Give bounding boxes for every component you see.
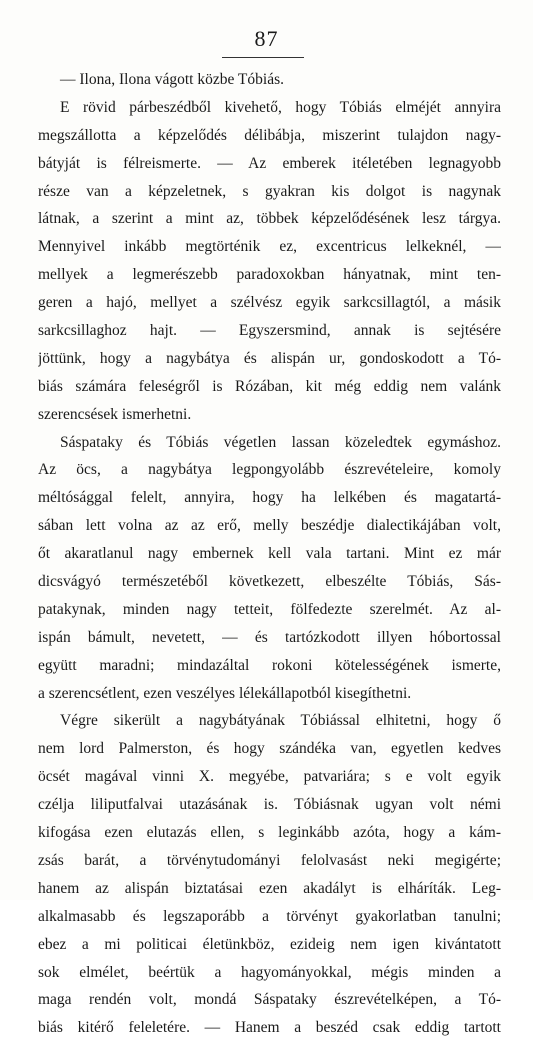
text-line: biás számára feleségről is Rózában, kit még eddig nem valánk bbox=[38, 377, 501, 395]
text-line: biás kitérő feleletére. — Hanem a beszéd csak eddig tartott bbox=[38, 1019, 501, 1037]
text-line: — Ilona, Ilona vágott közbe Tóbiás. bbox=[60, 71, 284, 88]
text-line: a szerencsétlent, ezen veszélyes lélekállapotból kisegíthetni. bbox=[38, 684, 412, 702]
text-line: dicsvágyó természetéből következett, elbeszélte Tóbiás, Sás- bbox=[38, 573, 501, 591]
text-line: E rövid párbeszédből kivehető, hogy Tóbiás elméjét annyira bbox=[60, 98, 501, 116]
text-line: sában lett volna az az erő, melly beszédje dialectikájában volt, bbox=[38, 517, 501, 535]
text-line: kifogása ezen elutazás ellen, s leginkább azóta, hogy a kám- bbox=[38, 824, 501, 842]
text-line: czélja liliputfalvai utazásának is. Tóbiásnak ugyan volt némi bbox=[38, 796, 501, 814]
text-line: bátyját is félreismerte. — Az emberek itéletében legnagyobb bbox=[38, 154, 501, 172]
text-line: része van a képzeletnek, s gyakran kis dolgot is nagynak bbox=[38, 182, 501, 200]
text-line: zsás barát, a törvénytudományi felolvasást neki megigérte; bbox=[38, 851, 501, 869]
text-line: megszállotta a képzelődés délibábja, miszerint tulajdon nagy- bbox=[38, 126, 501, 144]
text-line: mellyek a legmerészebb paradoxokban hányatnak, mint ten- bbox=[38, 266, 501, 284]
text-line: patakynak, minden nagy tetteit, fölfedezte szerelmét. Az al- bbox=[38, 600, 501, 618]
header-rule bbox=[222, 57, 304, 58]
page-number: 87 bbox=[254, 26, 279, 51]
text-line: geren a hajó, mellyet a szélvész egyik sarkcsillagtól, a másik bbox=[38, 294, 501, 312]
text-line: együtt maradni; mindazáltal rokoni kötelességének ismerte, bbox=[38, 656, 501, 674]
text-line: Az öcs, a nagybátya legpongyolább észrevételeire, komoly bbox=[38, 461, 501, 479]
text-line: öcsét magával vinni X. megyébe, patvariára; s e volt egyik bbox=[38, 768, 501, 786]
text-line: nem lord Palmerston, és hogy szándéka van, egyetlen kedves bbox=[38, 740, 501, 758]
text-line: Mennyivel inkább megtörténik ez, excentricus lelkeknél, — bbox=[38, 238, 501, 256]
text-line: sarkcsillaghoz hajt. — Egyszersmind, annak is sejtésére bbox=[38, 322, 501, 340]
text-line: látnak, a szerint a mint az, többek képzelődésének lesz tárgya. bbox=[38, 210, 501, 228]
text-line: ispán bámult, nevetett, — és tartózkodott illyen hóbortossal bbox=[38, 628, 501, 646]
text-line: Sáspataky és Tóbiás végetlen lassan közeledtek egymáshoz. bbox=[60, 433, 501, 451]
text-line: méltósággal felelt, annyira, hogy ha lelkében és magatartá- bbox=[38, 489, 501, 507]
text-line: ebez a mi politicai életünkböz, ezideig nem igen kivántatott bbox=[38, 935, 501, 953]
text-line: maga rendén volt, mondá Sáspataky észrevételképen, a Tó- bbox=[38, 991, 501, 1009]
text-line: Végre sikerült a nagybátyának Tóbiással elhitetni, hogy ő bbox=[60, 712, 501, 730]
text-line: hanem az alispán biztatásai ezen akadályt is elháríták. Leg- bbox=[38, 879, 501, 897]
text-line: őt akaratlanul nagy embernek kell vala tartani. Mint ez már bbox=[38, 545, 501, 563]
text-line: szerencsések ismerhetni. bbox=[38, 405, 192, 423]
text-line: jöttünk, hogy a nagybátya és alispán ur, gondoskodott a Tó- bbox=[38, 349, 501, 367]
text-line: sok elmélet, beértük a hagyományokkal, mégis minden a bbox=[38, 963, 501, 981]
text-line: alkalmasabb és legszaporább a törvényt gyakorlatban tanulni; bbox=[38, 907, 501, 925]
body-text bbox=[38, 66, 501, 1042]
